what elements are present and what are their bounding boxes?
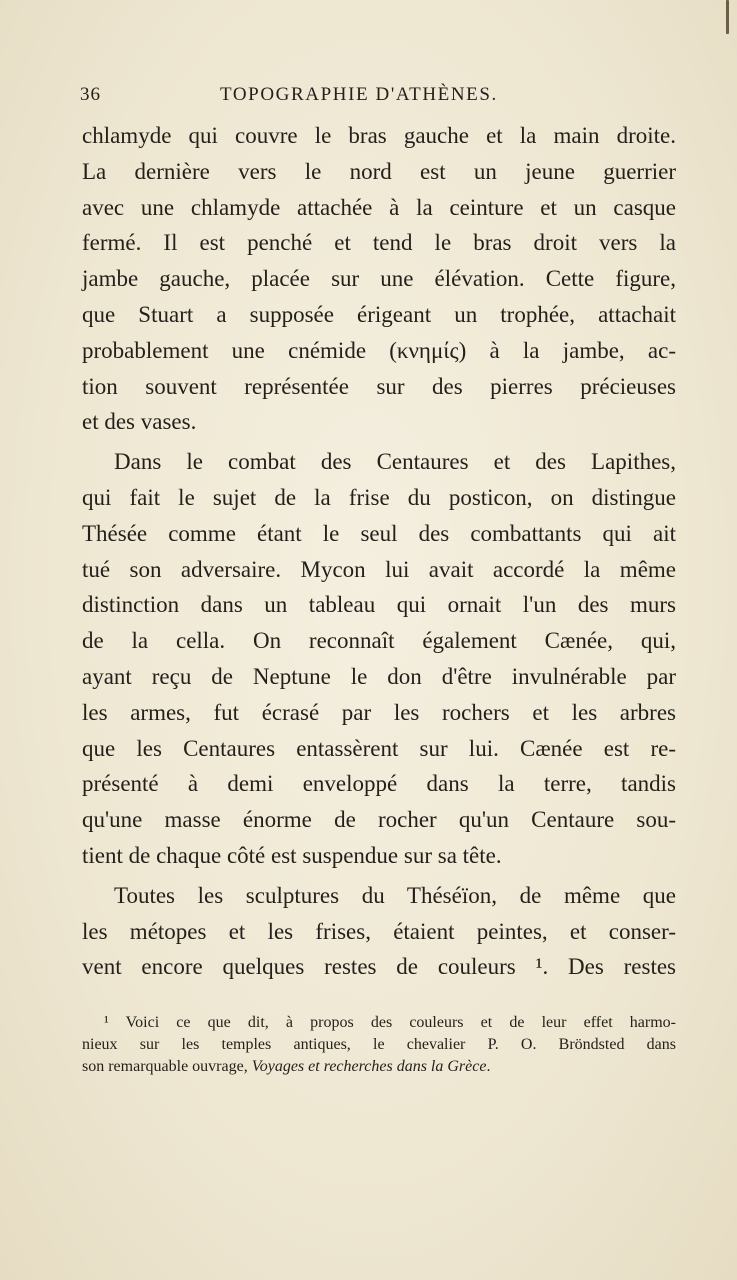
footnote-line: ¹ Voici ce que dit, à propos des couleurs et de leur effet harmo- (104, 1014, 676, 1031)
paragraph-1 (82, 118, 676, 440)
text-line: et des vases. (82, 409, 197, 435)
text-line: distinction dans un tableau qui ornait l'un des murs (82, 592, 676, 618)
text-line: Toutes les sculptures du Théséïon, de même que (114, 882, 676, 908)
footnote-period: . (486, 1058, 491, 1075)
text-line: que les Centaures entassèrent sur lui. Cænée est re- (82, 735, 676, 761)
page-header (80, 84, 674, 108)
footnote (82, 1012, 676, 1078)
text-line: probablement une cnémide (κνημίς) à la jambe, ac- (82, 337, 676, 363)
text-line: vent encore quelques restes de couleurs ¹. Des restes (82, 954, 676, 980)
text-line: que Stuart a supposée érigeant un trophée, attachait (82, 301, 676, 327)
footnote-line: nieux sur les temples antiques, le chevalier P. O. Bröndsted dans (82, 1036, 676, 1053)
paragraph-3 (82, 878, 676, 985)
text-line: qu'une masse énorme de rocher qu'un Centaure sou- (82, 807, 676, 833)
text-line: jambe gauche, placée sur une élévation. Cette figure, (82, 266, 676, 292)
text-line: les armes, fut écrasé par les rochers et les arbres (82, 699, 676, 725)
text-line: de la cella. On reconnaît également Cænée, qui, (82, 628, 676, 654)
text-line: qui fait le sujet de la frise du posticon, on distingue (82, 484, 676, 510)
paragraph-2 (82, 444, 676, 874)
text-line: tient de chaque côté est suspendue sur sa tête. (82, 842, 502, 868)
text-line: Thésée comme étant le seul des combattants qui ait (82, 520, 676, 546)
text-line: fermé. Il est penché et tend le bras droit vers la (82, 230, 676, 256)
text-line: avec une chlamyde attachée à la ceinture et un casque (82, 194, 676, 220)
text-line: présenté à demi enveloppé dans la terre, tandis (82, 771, 676, 797)
page-number: 36 (80, 84, 101, 105)
footnote-line (82, 1056, 676, 1078)
page-edge-mark (726, 0, 729, 34)
text-line: ayant reçu de Neptune le don d'être invulnérable par (82, 663, 676, 689)
footnote-text: son remarquable ouvrage, (82, 1058, 248, 1075)
text-line: les métopes et les frises, étaient peintes, et conser- (82, 918, 676, 944)
body-text (82, 118, 676, 985)
text-line: tué son adversaire. Mycon lui avait accordé la même (82, 556, 676, 582)
text-line: Dans le combat des Centaures et des Lapithes, (114, 449, 676, 475)
text-line: La dernière vers le nord est un jeune guerrier (82, 158, 676, 184)
text-line: chlamyde qui couvre le bras gauche et la main droite. (82, 123, 676, 148)
running-title: TOPOGRAPHIE D'ATHÈNES. (220, 84, 498, 105)
text-line: tion souvent représentée sur des pierres précieuses (82, 373, 676, 399)
book-title: Voyages et recherches dans la Grèce (251, 1058, 487, 1075)
